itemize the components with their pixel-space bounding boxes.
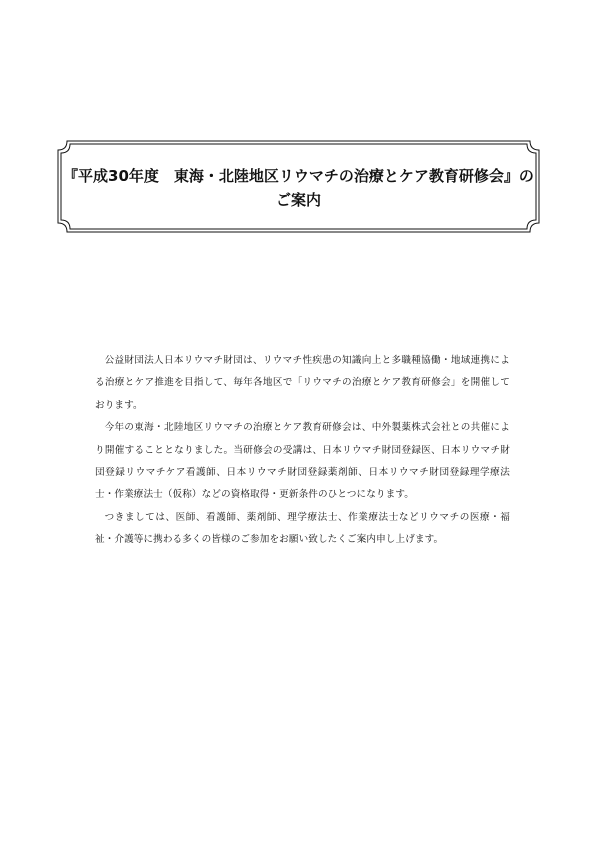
- title-line-1: 『平成30年度 東海・北陸地区リウマチの治療とケア教育研修会』の: [63, 167, 534, 185]
- paragraph-intro: 公益財団法人日本リウマチ財団は、リウマチ性疾患の知識向上と多職種協働・地域連携による治療とケア推進を目指して、毎年各地区で「リウマチの治療とケア教育研修会」を開催しております。: [95, 355, 510, 411]
- title-line-2: ご案内: [275, 191, 321, 209]
- paragraph-invitation: つきましては、医師、看護師、薬剤師、理学療法士、作業療法士などリウマチの医療・福祉・介護等に携わる多くの皆様のご参加をお願い致したくご案内申し上げます。: [95, 511, 510, 546]
- body-text: [95, 350, 510, 552]
- title-box: [57, 140, 540, 233]
- paragraph-event: 今年の東海・北陸地区リウマチの治療とケア教育研修会は、中外製薬株式会社との共催により開催することとなりました。当研修会の受講は、日本リウマチ財団登録医、日本リウマチ財団登録リウマチケア看護師、日本リウマチ財団登録薬剤師、日本リウマチ財団登録理学療法士・作業療法士（仮称）などの資格取得・更新条件のひとつになります。: [95, 422, 510, 501]
- document-title: [57, 164, 540, 212]
